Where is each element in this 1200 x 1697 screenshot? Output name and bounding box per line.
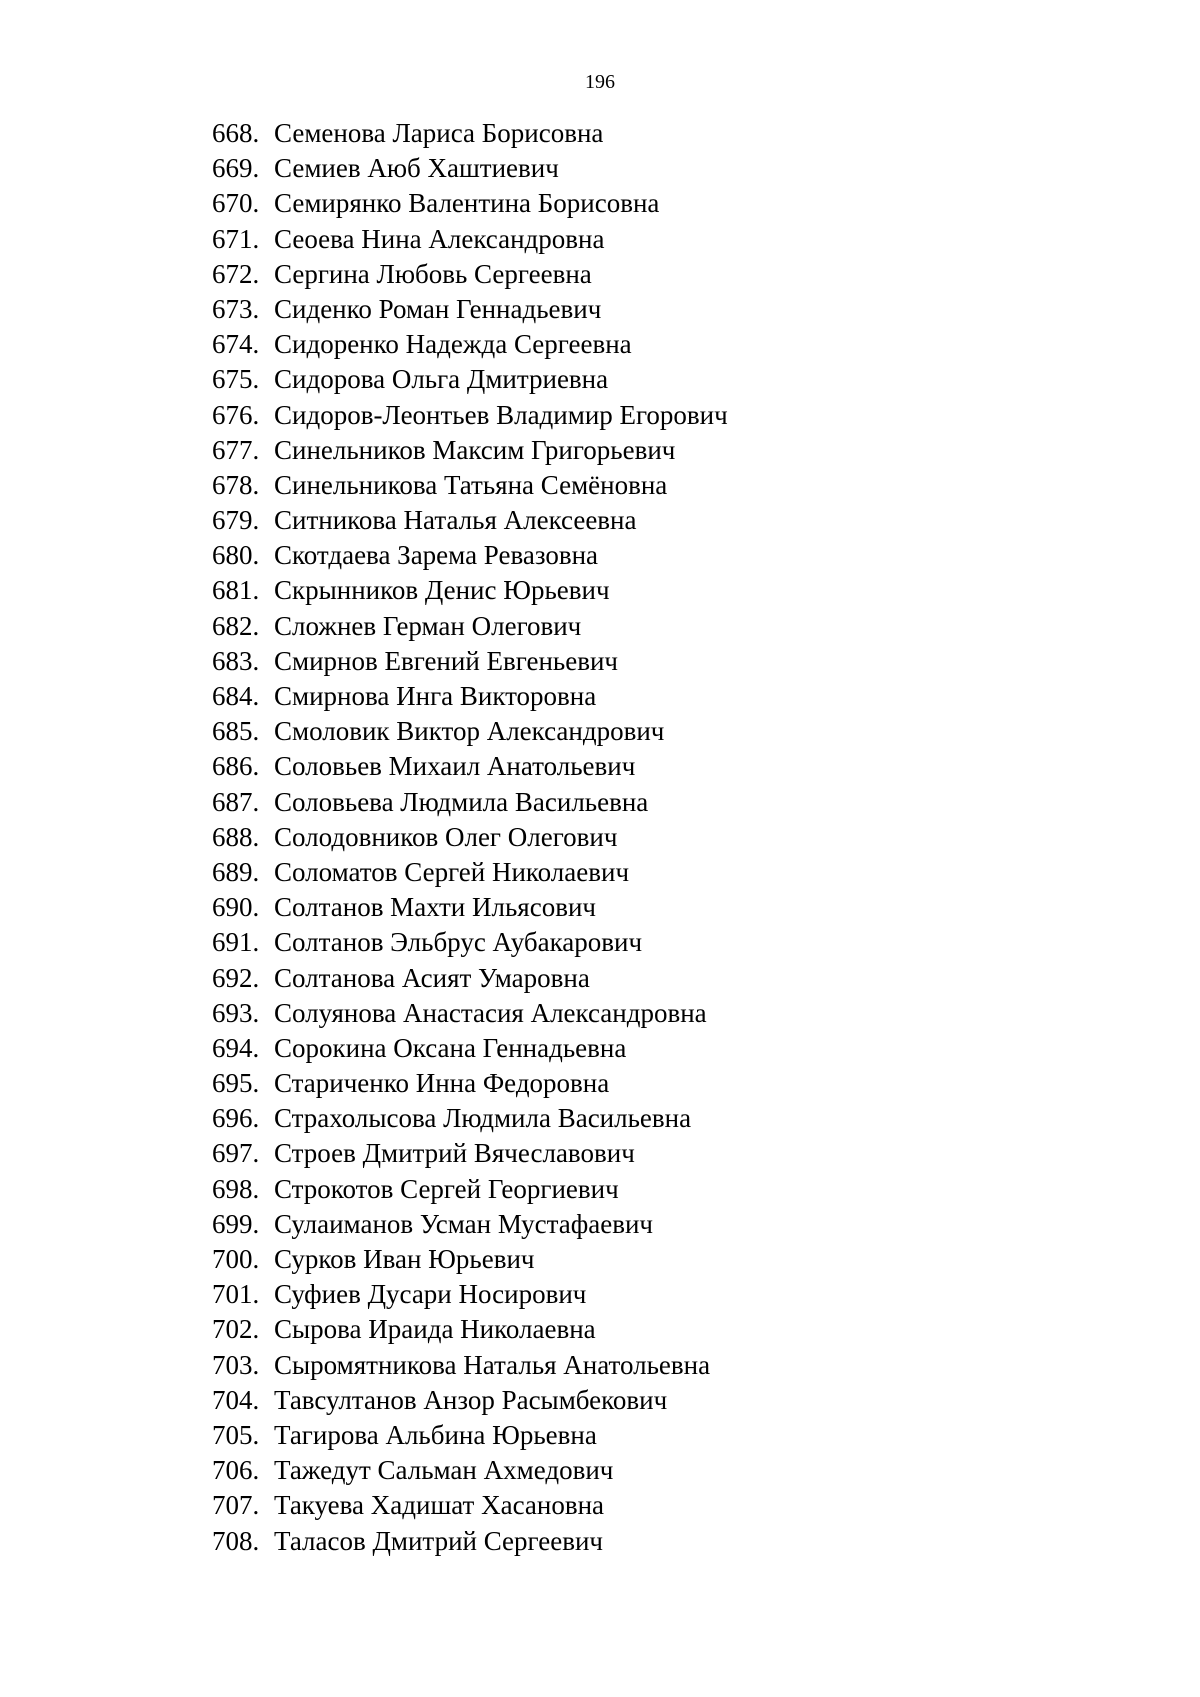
item-name: Сидоров-Леонтьев Владимир Егорович <box>274 399 728 430</box>
item-number: 682. <box>212 610 260 641</box>
list-item <box>212 1524 728 1559</box>
item-name: Строкотов Сергей Георгиевич <box>274 1173 619 1204</box>
item-name: Соломатов Сергей Николаевич <box>274 856 630 887</box>
list-item <box>212 503 728 538</box>
list-item <box>212 573 728 608</box>
item-number: 706. <box>212 1455 260 1486</box>
item-number: 708. <box>212 1525 260 1556</box>
item-name: Сорокина Оксана Геннадьевна <box>274 1032 627 1063</box>
item-number: 689. <box>212 856 260 887</box>
item-number: 692. <box>212 962 260 993</box>
list-item <box>212 961 728 996</box>
item-name: Семирянко Валентина Борисовна <box>274 188 660 219</box>
item-name: Тавсултанов Анзор Расымбекович <box>274 1384 668 1415</box>
item-name: Ситникова Наталья Алексеевна <box>274 505 637 536</box>
item-name: Тагирова Альбина Юрьевна <box>274 1419 597 1450</box>
list-item <box>212 468 728 503</box>
item-number: 683. <box>212 645 260 676</box>
item-number: 688. <box>212 821 260 852</box>
list-item <box>212 1101 728 1136</box>
item-name: Семиев Аюб Хаштиевич <box>274 153 559 184</box>
list-item <box>212 925 728 960</box>
list-item <box>212 1136 728 1171</box>
item-number: 677. <box>212 434 260 465</box>
list-item <box>212 1207 728 1242</box>
list-item <box>212 433 728 468</box>
list-item <box>212 1242 728 1277</box>
item-number: 699. <box>212 1208 260 1239</box>
list-item <box>212 890 728 925</box>
item-name: Сыромятникова Наталья Анатольевна <box>274 1349 711 1380</box>
list-item <box>212 1488 728 1523</box>
item-name: Синельников Максим Григорьевич <box>274 434 676 465</box>
item-number: 678. <box>212 469 260 500</box>
item-name: Солтанов Махти Ильясович <box>274 892 596 923</box>
item-number: 690. <box>212 892 260 923</box>
item-number: 670. <box>212 188 260 219</box>
list-item <box>212 855 728 890</box>
item-number: 673. <box>212 293 260 324</box>
item-number: 680. <box>212 540 260 571</box>
item-number: 707. <box>212 1490 260 1521</box>
list-item <box>212 1031 728 1066</box>
item-number: 686. <box>212 751 260 782</box>
item-name: Скрынников Денис Юрьевич <box>274 575 610 606</box>
item-name: Тажедут Сальман Ахмедович <box>274 1455 614 1486</box>
item-number: 703. <box>212 1349 260 1380</box>
item-name: Сиденко Роман Геннадьевич <box>274 293 602 324</box>
item-number: 685. <box>212 716 260 747</box>
item-number: 695. <box>212 1068 260 1099</box>
item-number: 704. <box>212 1384 260 1415</box>
list-item <box>212 538 728 573</box>
item-number: 696. <box>212 1103 260 1134</box>
list-item <box>212 1348 728 1383</box>
item-number: 701. <box>212 1279 260 1310</box>
item-name: Солтанова Асият Умаровна <box>274 962 590 993</box>
list-item <box>212 749 728 784</box>
list-item <box>212 1418 728 1453</box>
item-number: 693. <box>212 997 260 1028</box>
list-item <box>212 1066 728 1101</box>
list-item <box>212 327 728 362</box>
item-name: Солтанов Эльбрус Аубакарович <box>274 927 643 958</box>
list-item <box>212 1277 728 1312</box>
list-item <box>212 1383 728 1418</box>
list-item <box>212 222 728 257</box>
item-number: 700. <box>212 1244 260 1274</box>
list-item <box>212 1172 728 1207</box>
item-name: Смирнова Инга Викторовна <box>274 681 597 711</box>
item-name: Солодовников Олег Олегович <box>274 821 618 852</box>
list-item <box>212 820 728 855</box>
item-name: Сулаиманов Усман Мустафаевич <box>274 1208 654 1239</box>
item-name: Синельникова Татьяна Семёновна <box>274 469 668 500</box>
item-number: 671. <box>212 223 260 254</box>
item-number: 679. <box>212 505 260 536</box>
item-name: Сеоева Нина Александровна <box>274 223 605 254</box>
list-item <box>212 186 728 221</box>
item-number: 672. <box>212 258 260 289</box>
list-item <box>212 257 728 292</box>
item-name: Скотдаева Зарема Ревазовна <box>274 540 599 571</box>
item-number: 669. <box>212 153 260 184</box>
item-name: Стариченко Инна Федоровна <box>274 1068 610 1099</box>
list-item <box>212 398 728 433</box>
item-number: 694. <box>212 1032 260 1063</box>
item-name: Сырова Ираида Николаевна <box>274 1314 596 1345</box>
item-number: 705. <box>212 1419 260 1450</box>
item-name: Таласов Дмитрий Сергеевич <box>274 1525 603 1556</box>
name-list <box>212 116 728 1559</box>
page-number: 196 <box>585 71 615 93</box>
item-name: Сергина Любовь Сергеевна <box>274 258 592 289</box>
item-name: Солуянова Анастасия Александровна <box>274 997 707 1028</box>
item-name: Сложнев Герман Олегович <box>274 610 582 641</box>
list-item <box>212 785 728 820</box>
list-item <box>212 679 728 714</box>
list-item <box>212 644 728 679</box>
item-number: 691. <box>212 927 260 958</box>
item-name: Сурков Иван Юрьевич <box>274 1244 535 1274</box>
item-name: Сидорова Ольга Дмитриевна <box>274 364 609 395</box>
list-item <box>212 1312 728 1347</box>
item-name: Соловьева Людмила Васильевна <box>274 786 649 817</box>
list-item <box>212 292 728 327</box>
item-name: Строев Дмитрий Вячеславович <box>274 1138 635 1169</box>
item-name: Суфиев Дусари Носирович <box>274 1279 587 1310</box>
item-name: Смирнов Евгений Евгеньевич <box>274 645 618 676</box>
list-item <box>212 1453 728 1488</box>
item-number: 702. <box>212 1314 260 1345</box>
item-name: Страхолысова Людмила Васильевна <box>274 1103 692 1134</box>
list-item <box>212 362 728 397</box>
item-number: 698. <box>212 1173 260 1204</box>
item-number: 674. <box>212 329 260 360</box>
list-item <box>212 996 728 1031</box>
list-item <box>212 714 728 749</box>
item-number: 681. <box>212 575 260 606</box>
item-number: 697. <box>212 1138 260 1169</box>
item-name: Смоловик Виктор Александрович <box>274 716 665 747</box>
list-item <box>212 151 728 186</box>
item-number: 687. <box>212 786 260 817</box>
item-number: 676. <box>212 399 260 430</box>
item-name: Такуева Хадишат Хасановна <box>274 1490 604 1521</box>
item-name: Сидоренко Надежда Сергеевна <box>274 329 632 360</box>
item-number: 684. <box>212 681 260 711</box>
item-number: 675. <box>212 364 260 395</box>
list-item <box>212 116 728 151</box>
item-number: 668. <box>212 118 260 148</box>
list-item <box>212 609 728 644</box>
item-name: Соловьев Михаил Анатольевич <box>274 751 636 782</box>
item-name: Семенова Лариса Борисовна <box>274 118 604 148</box>
